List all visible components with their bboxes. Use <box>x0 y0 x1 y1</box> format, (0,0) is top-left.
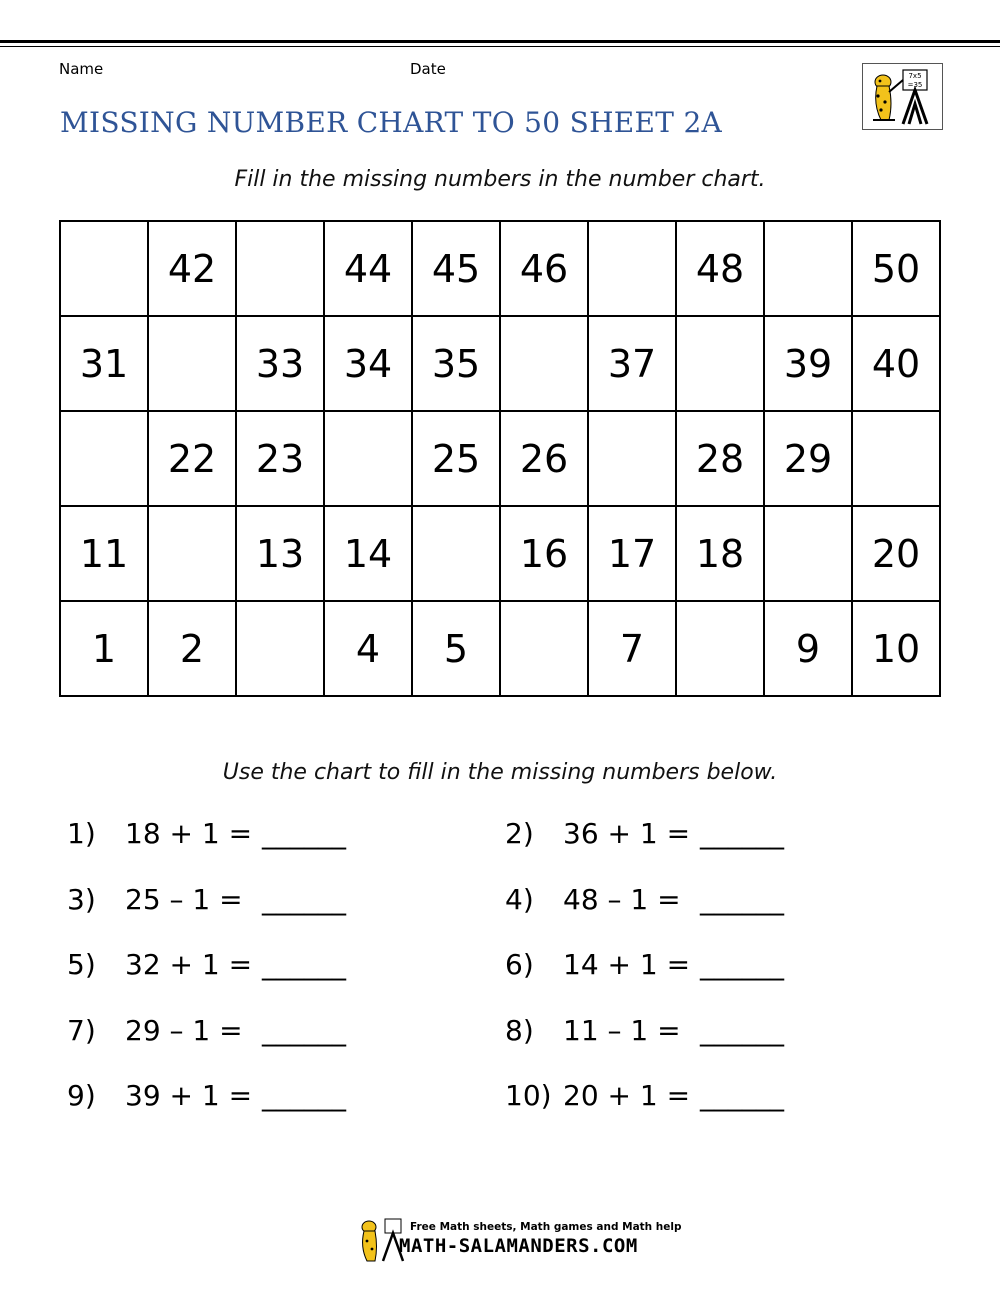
question-expression: 39 + 1 = <box>125 1079 253 1112</box>
answer-blank[interactable]: ______ <box>262 817 346 850</box>
question-item <box>505 817 784 850</box>
chart-cell: 46 <box>500 221 588 316</box>
chart-cell-blank[interactable] <box>500 316 588 411</box>
chart-cell: 31 <box>60 316 148 411</box>
chart-cell-blank[interactable] <box>500 601 588 696</box>
question-expression: 18 + 1 = <box>125 817 253 850</box>
salamander-footer-icon <box>355 1215 405 1265</box>
number-chart <box>59 220 941 697</box>
question-expression: 20 + 1 = <box>563 1079 691 1112</box>
chart-cell: 50 <box>852 221 940 316</box>
chart-instructions: Fill in the missing numbers in the number chart. <box>234 167 766 192</box>
worksheet-title: MISSING NUMBER CHART TO 50 SHEET 2A <box>60 106 723 139</box>
answer-blank[interactable]: ______ <box>262 1079 346 1112</box>
chart-cell: 42 <box>148 221 236 316</box>
question-item <box>67 817 346 850</box>
question-item <box>67 1014 346 1047</box>
question-number: 3) <box>67 882 96 916</box>
name-label: Name <box>59 60 104 78</box>
chart-cell-blank[interactable] <box>852 411 940 506</box>
chart-cell: 45 <box>412 221 500 316</box>
chart-cell: 28 <box>676 411 764 506</box>
chart-row <box>60 506 940 601</box>
chart-cell: 16 <box>500 506 588 601</box>
chart-cell: 17 <box>588 506 676 601</box>
chart-cell: 14 <box>324 506 412 601</box>
question-number: 9) <box>67 1079 96 1112</box>
chart-cell: 33 <box>236 316 324 411</box>
chart-cell: 4 <box>324 601 412 696</box>
chart-cell-blank[interactable] <box>236 601 324 696</box>
chart-cell: 40 <box>852 316 940 411</box>
salamander-logo <box>862 63 943 130</box>
chart-cell-blank[interactable] <box>588 221 676 316</box>
chart-row <box>60 316 940 411</box>
chart-cell-blank[interactable] <box>60 221 148 316</box>
question-expression: 36 + 1 = <box>563 817 691 850</box>
chart-cell: 2 <box>148 601 236 696</box>
answer-blank[interactable]: ______ <box>700 1079 784 1112</box>
chart-cell: 39 <box>764 316 852 411</box>
footer-brand-text: MATH-SALAMANDERS.COM <box>399 1235 638 1257</box>
question-item <box>505 1079 784 1112</box>
chart-cell-blank[interactable] <box>148 316 236 411</box>
question-number: 1) <box>67 817 96 850</box>
answer-blank[interactable]: ______ <box>700 817 784 850</box>
question-item <box>67 1079 346 1112</box>
chart-cell: 5 <box>412 601 500 696</box>
date-label: Date <box>410 60 446 78</box>
chart-cell: 44 <box>324 221 412 316</box>
chart-cell: 13 <box>236 506 324 601</box>
chart-cell: 7 <box>588 601 676 696</box>
chart-row <box>60 601 940 696</box>
chart-cell-blank[interactable] <box>324 411 412 506</box>
answer-blank[interactable]: ______ <box>262 882 346 916</box>
question-expression: 25 – 1 = <box>125 882 243 916</box>
question-expression: 11 – 1 = <box>563 1013 681 1047</box>
chart-cell: 48 <box>676 221 764 316</box>
question-expression: 29 – 1 = <box>125 1013 243 1047</box>
chart-cell: 23 <box>236 411 324 506</box>
chart-cell: 37 <box>588 316 676 411</box>
question-item <box>505 883 784 916</box>
svg-text:=35: =35 <box>907 81 923 89</box>
question-number: 5) <box>67 948 96 981</box>
chart-cell-blank[interactable] <box>764 506 852 601</box>
top-rule-thin <box>0 46 1000 47</box>
question-item <box>67 883 346 916</box>
answer-blank[interactable]: ______ <box>700 882 784 916</box>
chart-cell-blank[interactable] <box>764 221 852 316</box>
answer-blank[interactable]: ______ <box>700 948 784 981</box>
chart-cell: 9 <box>764 601 852 696</box>
chart-cell: 1 <box>60 601 148 696</box>
question-number: 6) <box>505 948 534 981</box>
question-expression: 48 – 1 = <box>563 882 681 916</box>
chart-cell: 18 <box>676 506 764 601</box>
question-number: 8) <box>505 1013 534 1047</box>
chart-cell-blank[interactable] <box>676 601 764 696</box>
chart-cell: 20 <box>852 506 940 601</box>
question-item <box>505 948 784 981</box>
answer-blank[interactable]: ______ <box>700 1013 784 1047</box>
question-number: 7) <box>67 1013 96 1047</box>
logo-text: 7x5 <box>908 72 922 80</box>
question-item <box>67 948 346 981</box>
chart-cell: 34 <box>324 316 412 411</box>
question-item <box>505 1014 784 1047</box>
top-rule <box>0 40 1000 43</box>
chart-cell: 22 <box>148 411 236 506</box>
salamander-teacher-icon <box>863 64 942 129</box>
question-number: 2) <box>505 817 534 850</box>
question-expression: 14 + 1 = <box>563 948 691 981</box>
chart-row <box>60 411 940 506</box>
chart-cell-blank[interactable] <box>412 506 500 601</box>
question-number: 10) <box>505 1079 552 1112</box>
chart-cell: 29 <box>764 411 852 506</box>
chart-cell-blank[interactable] <box>236 221 324 316</box>
chart-cell: 11 <box>60 506 148 601</box>
answer-blank[interactable]: ______ <box>262 1013 346 1047</box>
chart-cell-blank[interactable] <box>148 506 236 601</box>
chart-cell: 10 <box>852 601 940 696</box>
chart-cell: 35 <box>412 316 500 411</box>
chart-cell: 26 <box>500 411 588 506</box>
footer-brand-logo <box>355 1215 682 1265</box>
footer-tagline: Free Math sheets, Math games and Math help <box>410 1221 682 1233</box>
chart-cell-blank[interactable] <box>676 316 764 411</box>
chart-cell-blank[interactable] <box>60 411 148 506</box>
question-expression: 32 + 1 = <box>125 948 253 981</box>
chart-cell: 25 <box>412 411 500 506</box>
answer-blank[interactable]: ______ <box>262 948 346 981</box>
chart-cell-blank[interactable] <box>588 411 676 506</box>
chart-row <box>60 221 940 316</box>
question-number: 4) <box>505 882 534 916</box>
question-instructions: Use the chart to fill in the missing numbers below. <box>222 760 778 785</box>
